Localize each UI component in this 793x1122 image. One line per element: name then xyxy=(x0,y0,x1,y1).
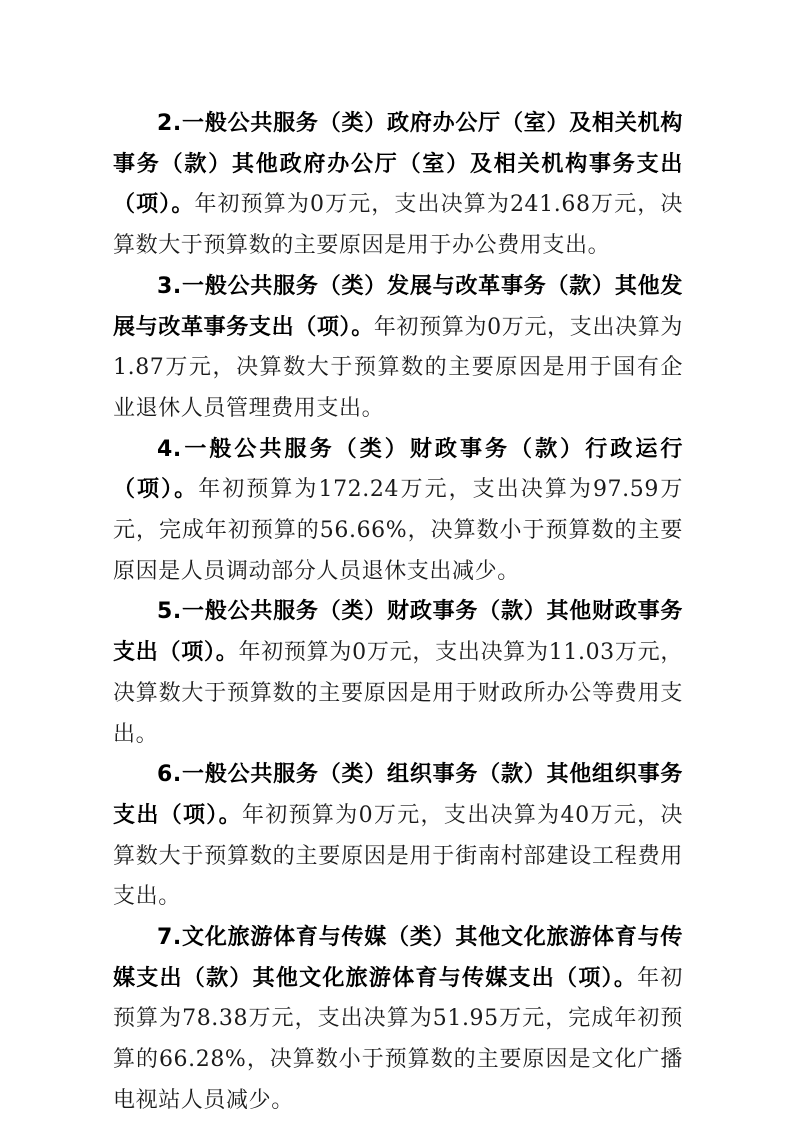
paragraph-heading: 5.一般公共服务（类）财政事务（款）其他财政事务支出（项）。 xyxy=(113,599,683,666)
paragraph-item-7 xyxy=(113,918,683,1122)
paragraph-heading: 6.一般公共服务（类）组织事务（款）其他组织事务支出（项）。 xyxy=(113,762,683,828)
document-body xyxy=(113,104,683,1122)
paragraph-heading: 3.一般公共服务（类）发展与改革事务（款）其他发展与改革事务支出（项）。 xyxy=(113,273,683,340)
paragraph-heading: 7.文化旅游体育与传媒（类）其他文化旅游体育与传媒支出（款）其他文化旅游体育与传媒支出（项）。 xyxy=(113,925,683,991)
paragraph-item-2 xyxy=(113,104,683,267)
paragraph-text: 年初预算为0万元，支出决算为1.87万元，决算数大于预算数的主要原因是用于国有企业退休人员管理费用支出。 xyxy=(113,314,683,421)
paragraph-text: 年初预算为0万元，支出决算为241.68万元，决算数大于预算数的主要原因是用于办公费用支出。 xyxy=(113,192,683,259)
paragraph-item-3 xyxy=(113,267,683,430)
paragraph-item-4 xyxy=(113,430,683,593)
paragraph-heading: 2.一般公共服务（类）政府办公厅（室）及相关机构事务（款）其他政府办公厅（室）及相关机构事务支出（项）。 xyxy=(113,111,683,218)
paragraph-item-5 xyxy=(113,592,683,755)
paragraph-item-6 xyxy=(113,755,683,918)
paragraph-text: 年初预算为0万元，支出决算为40万元，决算数大于预算数的主要原因是用于街南村部建设工程费用支出。 xyxy=(113,802,683,910)
paragraph-heading: 4.一般公共服务（类）财政事务（款）行政运行（项）。 xyxy=(113,436,683,503)
paragraph-text: 年初预算为0万元，支出决算为11.03万元，决算数大于预算数的主要原因是用于财政所办公等费用支出。 xyxy=(113,640,683,747)
paragraph-text: 年初预算为172.24万元，支出决算为97.59万元，完成年初预算的56.66%，决算数小于预算数的主要原因是人员调动部分人员退休支出减少。 xyxy=(113,477,683,584)
paragraph-text: 年初预算为78.38万元，支出决算为51.95万元，完成年初预算的66.28%，决算数小于预算数的主要原因是文化广播电视站人员减少。 xyxy=(113,965,683,1113)
